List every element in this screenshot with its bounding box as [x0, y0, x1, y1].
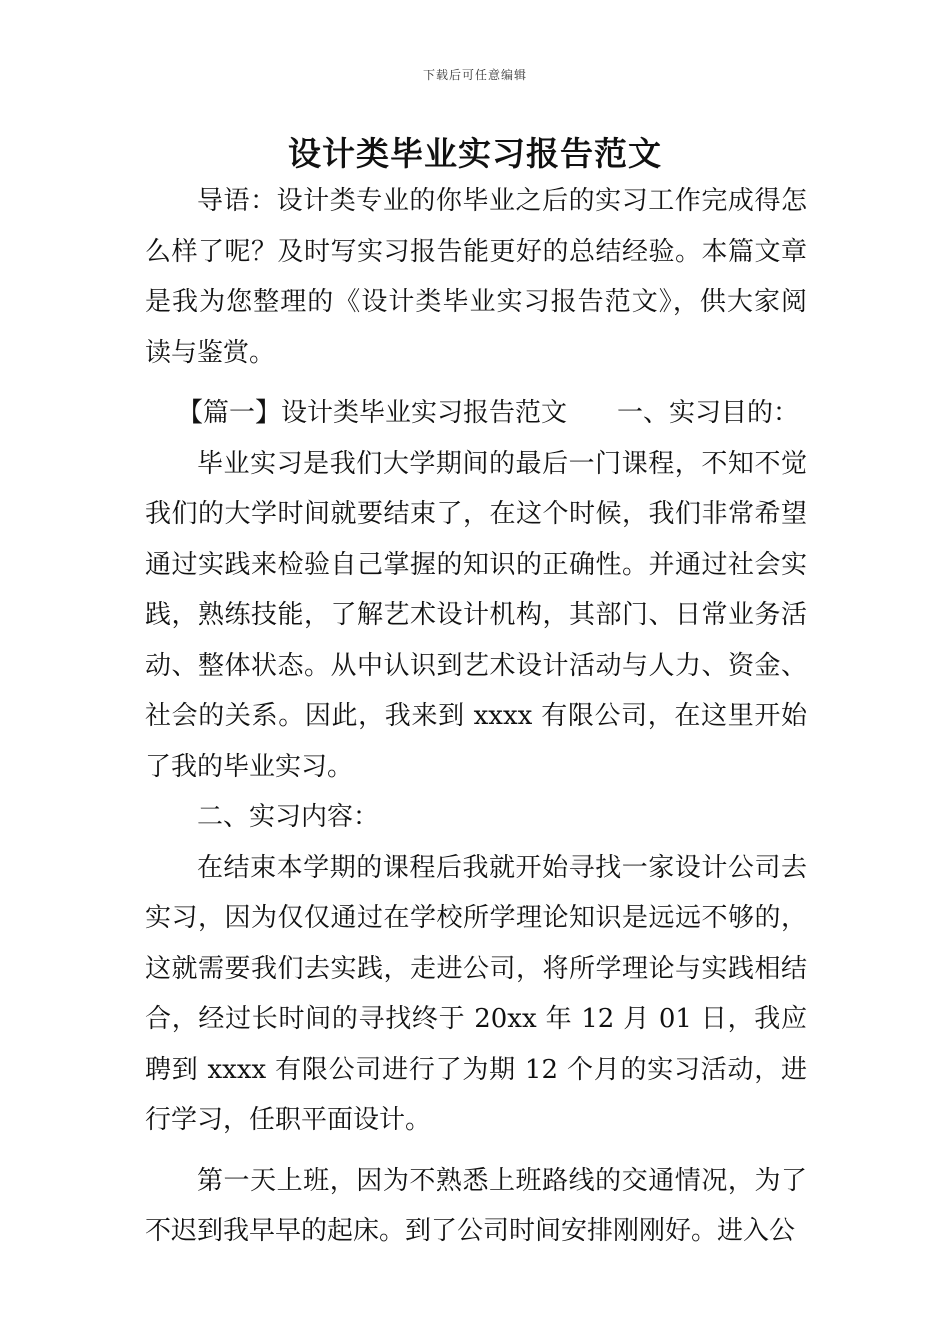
purpose-paragraph: 毕业实习是我们大学期间的最后一门课程，不知不觉我们的大学时间就要结束了，在这个时候，我们非常希望通过实践来检验自己掌握的知识的正确性。并通过社会实践，熟练技能，了解艺术设计机构，其部门、日常业务活动、整体状态。从中认识到艺术设计活动与人力、资金、社会的关系。因此，我来到 xxxx 有限公司，在这里开始了我的毕业实习。: [145, 448, 807, 782]
content-paragraph: 在结束本学期的课程后我就开始寻找一家设计公司去实习，因为仅仅通过在学校所学理论知识是远远不够的，这就需要我们去实践，走进公司，将所学理论与实践相结合，经过长时间的寻找终于 20xx 年 12 月 01 日，我应聘到 xxxx 有限公司进行了为期 12 个月的实习活动，进行学习，任职平面设计。: [145, 852, 807, 1135]
content-heading: 二、实习内容：: [197, 802, 380, 832]
document-body: [145, 176, 807, 1257]
header-note: 下载后可任意编辑: [422, 68, 527, 82]
section-heading-line: [145, 388, 807, 439]
section1-heading: 一、实习目的：: [617, 398, 800, 428]
section1-title: 【篇一】设计类毕业实习报告范文: [177, 398, 568, 428]
intro-paragraph: 导语：设计类专业的你毕业之后的实习工作完成得怎么样了呢？及时写实习报告能更好的总结经验。本篇文章是我为您整理的《设计类毕业实习报告范文》，供大家阅读与鉴赏。: [145, 186, 807, 368]
first-day-paragraph: 第一天上班，因为不熟悉上班路线的交通情况，为了不迟到我早早的起床。到了公司时间安排刚刚好。进入公: [145, 1165, 807, 1246]
document-title: 设计类毕业实习报告范文: [288, 134, 662, 173]
